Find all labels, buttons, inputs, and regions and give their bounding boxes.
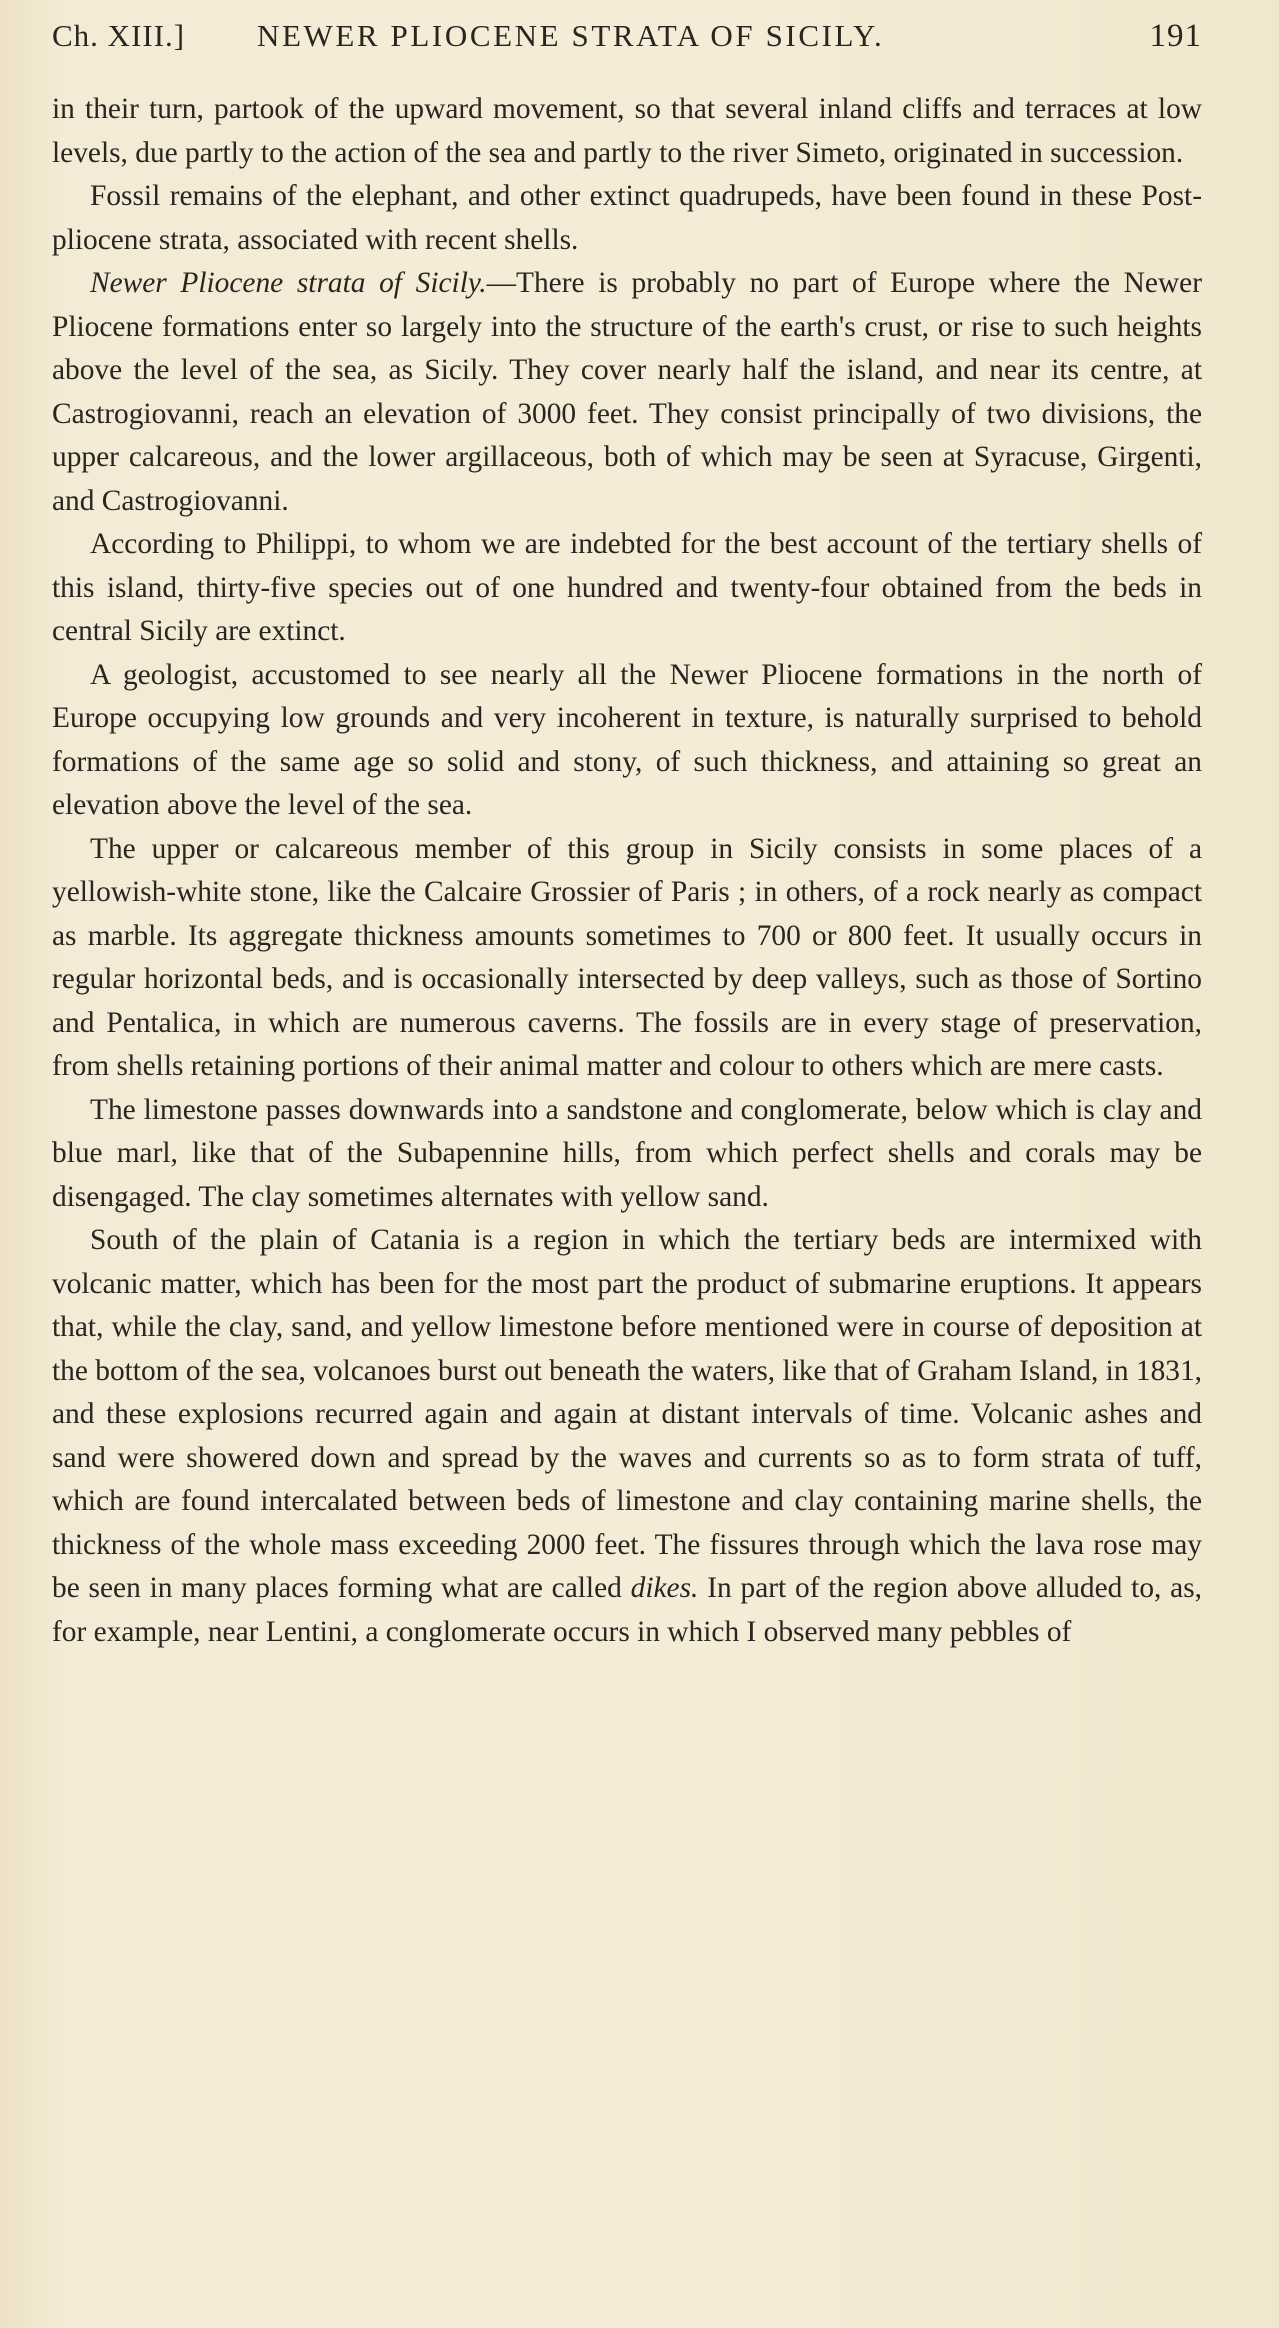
chapter-reference: Ch. XIII.] (52, 18, 186, 53)
body-text (52, 88, 1202, 1654)
paragraph (52, 828, 1202, 1089)
paragraph (52, 1089, 1202, 1220)
paragraph (52, 523, 1202, 654)
paragraph-text: in their turn, partook of the upward movement, so that several inland cliffs and terraces at low levels, due partly to the action of the sea and partly to the river Simeto, originated in succession. (52, 93, 1202, 169)
section-heading: Newer Pliocene strata of Sicily. (90, 267, 487, 299)
paragraph-text: Fossil remains of the elephant, and other extinct quadrupeds, have been found in these Post-pliocene strata, associated with recent shells. (52, 180, 1202, 256)
paragraph-text: The limestone passes downwards into a sandstone and conglomerate, below which is clay and blue marl, like that of the Subapennine hills, from which perfect shells and corals may be disengaged. The clay sometimes alternates with yellow sand. (52, 1093, 1202, 1213)
paragraph-text: A geologist, accustomed to see nearly all the Newer Pliocene formations in the north of Europe occupying low grounds and very incoherent in texture, is naturally surprised to behold formations of the same age so solid and stony, of such thickness, and attaining so great an elevation above the level of the sea. (52, 658, 1202, 821)
paragraph (52, 654, 1202, 828)
italic-term: dikes. (630, 1572, 699, 1604)
running-head (52, 18, 1202, 62)
paragraph (52, 1219, 1202, 1654)
paragraph-text: South of the plain of Catania is a region in which the tertiary beds are intermixed with volcanic matter, which has been for the most part the product of submarine eruptions. It appears that, while the clay, sand, and yellow limestone before mentioned were in course of deposition at the bottom of the sea, volcanoes burst out beneath the waters, like that of Graham Island, in 1831, and these explosions recurred again and again at distant intervals of time. Volcanic ashes and sand were showered down and spread by the waves and currents so as to form strata of tuff, which are found intercalated between beds of limestone and clay containing marine shells, the thickness of the whole mass exceeding 2000 feet. The fissures through which the lava rose may be seen in many places forming what are called (52, 1224, 1203, 1604)
paragraph (52, 262, 1202, 523)
paragraph (52, 175, 1202, 262)
paragraph-text: According to Philippi, to whom we are indebted for the best account of the tertiary shells of this island, thirty-five species out of one hundred and twenty-four obtained from the beds in central Sicily are extinct. (52, 528, 1202, 647)
running-title: NEWER PLIOCENE STRATA OF SICILY. (257, 18, 885, 53)
paragraph (52, 88, 1202, 175)
paragraph-text: The upper or calcareous member of this group in Sicily consists in some places of a yellowish-white stone, like the Calcaire Grossier of Paris ; in others, of a rock nearly as compact as marble. Its aggregate thickness amounts sometimes to 700 or 800 feet. It usually occurs in regular horizontal beds, and is occasionally intersected by deep valleys, such as those of Sortino and Pentalica, in which are numerous caverns. The fossils are in every stage of preservation, from shells retaining portions of their animal matter and colour to others which are mere casts. (52, 832, 1202, 1082)
paragraph-text: —There is probably no part of Europe where the Newer Pliocene formations enter so largely into the structure of the earth's crust, or rise to such heights above the level of the sea, as Sicily. They cover nearly half the island, and near its centre, at Castrogiovanni, reach an elevation of 3000 feet. They consist principally of two divisions, the upper calcareous, and the lower argillaceous, both of which may be seen at Syracuse, Girgenti, and Castrogiovanni. (52, 267, 1203, 517)
paragraph-text: In part of the region above alluded to, as, for example, near Lentini, a conglomerate occurs in which I observed many pebbles of (52, 1572, 1203, 1648)
page-number: 191 (1149, 18, 1202, 54)
